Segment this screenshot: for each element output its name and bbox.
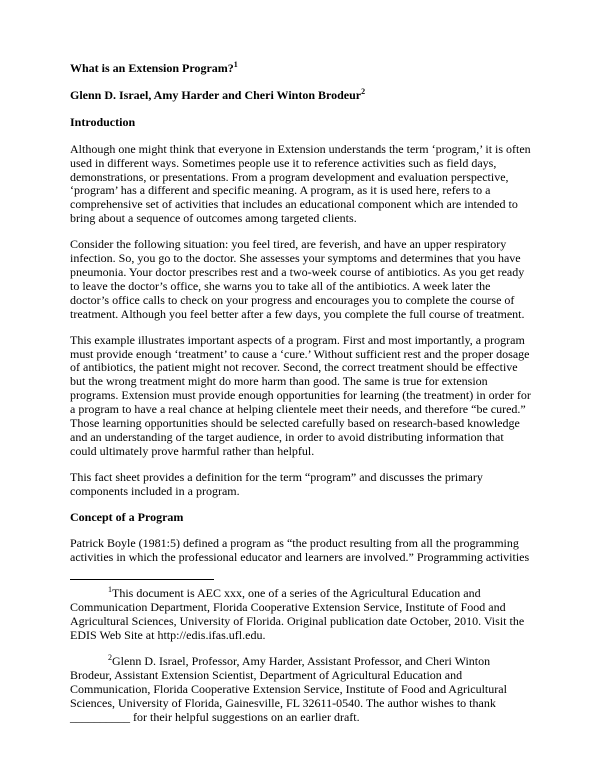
byline-footnote-marker: 2 <box>361 86 366 96</box>
paragraph-intro-4: This fact sheet provides a definition for the term “program” and discusses the primary components included in a program. <box>70 469 483 498</box>
section-heading-concept-of-a-program: Concept of a Program <box>70 509 184 524</box>
footnote-2-text: Glenn D. Israel, Professor, Amy Harder, Assistant Professor, and Cheri Winton Brodeur, Assistant Extension Scientist, Department of Agricultural Education and Communication, Florida Cooperative Extension Service, Institute of Food and Agricultural Sciences, University of Florida, Gainesville, FL 32611-0540. The author wishes to thank __________ for their helpful suggestions on an earlier draft. <box>70 653 507 724</box>
footnote-separator-rule <box>70 579 214 580</box>
paragraph-intro-2: Consider the following situation: you feel tired, are feverish, and have an upper respiratory infection. So, you go to the doctor. She assesses your symptoms and determines that you have pneumonia. Your doctor prescribes rest and a two-week course of antibiotics. As you get ready to leave the doctor’s office, she warns you to take all of the antibiotics. A week later the doctor’s office calls to check on your progress and encourages you to complete the course of treatment. Although you feel better after a few days, you complete the full course of treatment. <box>70 237 525 321</box>
paragraph-concept-1: Patrick Boyle (1981:5) defined a program as “the product resulting from all the programming activities in which the professional educator and learners are involved.” Programming activities <box>70 536 530 565</box>
paragraph-intro-1: Although one might think that everyone in Extension understands the term ‘program,’ it is often used in different ways. Sometimes people use it to reference activities such as field days, demonstrations, or presentations. From a program development and evaluation perspective, ‘program’ has a different and specific meaning. A program, as it is used here, refers to a comprehensive set of activities that includes an educational component which are intended to bring about a sequence of outcomes among targeted clients. <box>70 141 531 226</box>
document-title-text: What is an Extension Program? <box>70 61 234 75</box>
authors-byline <box>70 86 532 103</box>
document-title <box>70 62 532 76</box>
paragraph-intro-3: This example illustrates important aspects of a program. First and most importantly, a program must provide enough ‘treatment’ to cause a ‘cure.’ Without sufficient rest and the proper dosage of antibiotics, the patient might not recover. Second, the correct treatment should be effective but the wrong treatment might do more harm than good. The same is true for extension programs. Extension must provide enough opportunities for learning (the treatment) in order for a program to have a real chance at helping clientele meet their needs, and therefore “be cured.” Those learning opportunities should be selected carefully based on research-based knowledge and an understanding of the target audience, in order to avoid distributing information that could ultimately prove harmful rather than helpful. <box>70 332 531 458</box>
section-heading-introduction: Introduction <box>70 114 136 129</box>
footnote-1 <box>70 587 532 643</box>
title-footnote-marker: 1 <box>233 60 238 69</box>
footnote-1-text: This document is AEC xxx, one of a series of the Agricultural Education and Communication Department, Florida Cooperative Extension Service, Institute of Food and Agricultural Sciences, University of Florida. Original publication date October, 2010. Visit the EDIS Web Site at http://edis.ifas.ufl.edu. <box>70 586 525 642</box>
footnote-2 <box>70 652 532 725</box>
authors-byline-text: Glenn D. Israel, Amy Harder and Cheri Winton Brodeur <box>70 87 362 102</box>
footnote-2-marker: 2 <box>108 652 112 662</box>
footnote-1-marker: 1 <box>108 585 112 595</box>
